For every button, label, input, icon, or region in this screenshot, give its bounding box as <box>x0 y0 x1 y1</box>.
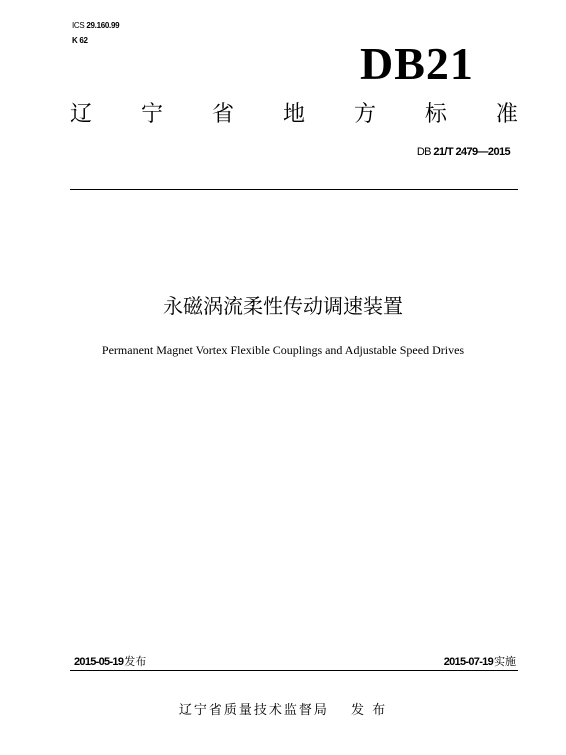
ics-prefix: ICS <box>72 21 85 30</box>
db-code-logo: DB21 <box>360 38 474 89</box>
standard-prefix: DB <box>416 146 431 158</box>
province-label-char: 标 <box>424 102 447 127</box>
publish-label: 发布 <box>124 655 147 668</box>
implement-date-line <box>444 654 516 671</box>
province-label-char: 准 <box>495 102 518 127</box>
header-divider <box>70 189 518 190</box>
implement-label: 实施 <box>494 655 516 668</box>
implement-date: 2015-07-19 <box>443 656 493 668</box>
publish-date-line <box>74 654 146 671</box>
province-label-char: 方 <box>353 102 376 127</box>
title-english: Permanent Magnet Vortex Flexible Couplings and Adjustable Speed Drives <box>101 343 465 357</box>
ics-classification <box>72 21 119 30</box>
province-standard-label <box>70 100 518 130</box>
issuer-name: 辽宁省质量技术监督局 <box>178 703 329 718</box>
footer-divider <box>70 670 518 671</box>
issuer-line <box>0 702 566 720</box>
publish-date: 2015-05-19 <box>74 656 124 668</box>
province-label-char: 地 <box>282 102 305 127</box>
province-label-char: 宁 <box>140 102 163 127</box>
province-label-char: 省 <box>211 102 234 127</box>
issue-label: 发 布 <box>350 703 388 718</box>
standard-number-value: 21/T 2479—2015 <box>433 146 510 158</box>
province-label-char: 辽 <box>70 102 93 127</box>
ics-code: 29.160.99 <box>86 21 120 30</box>
category-code: K 62 <box>72 36 88 45</box>
title-chinese: 永磁涡流柔性传动调速装置 <box>163 294 403 318</box>
standard-number <box>417 146 510 158</box>
